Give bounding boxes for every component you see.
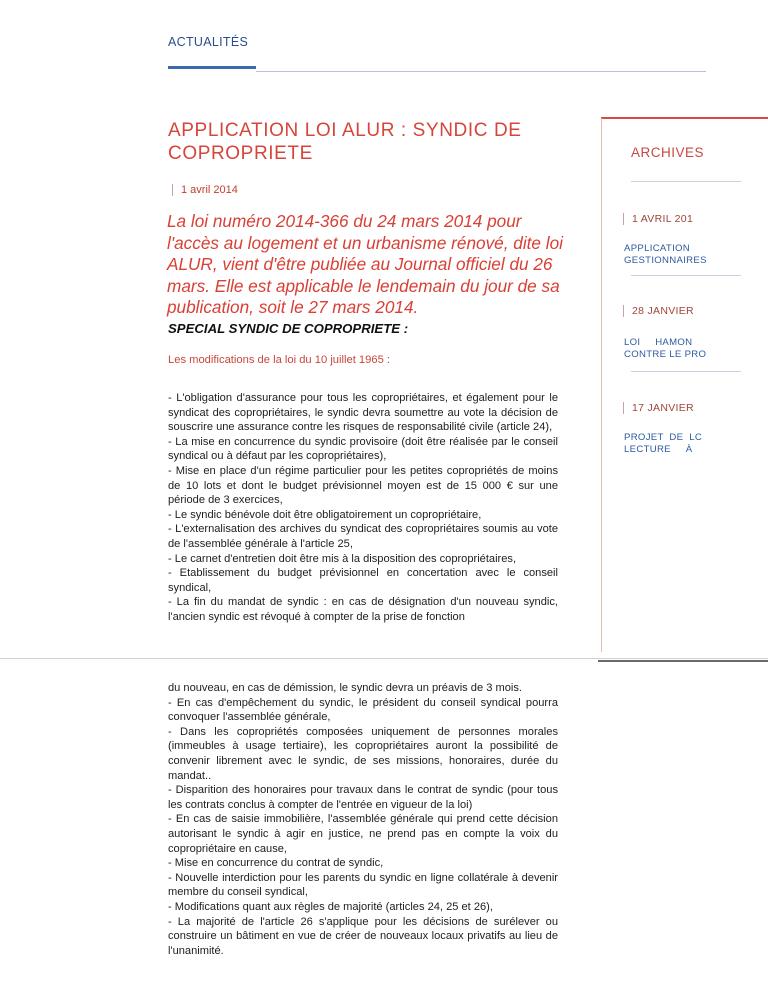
archive-divider [631, 371, 741, 372]
list-item: - Le carnet d'entretien doit être mis à la disposition des copropriétaires, [168, 552, 517, 565]
list-item: - Mise en place d'un régime particulier pour les petites copropriétés de moins de 10 lots et dont le budget prévisionnel moyen est de 15 000 € sur une période de 3 exercices, [168, 464, 558, 507]
article-lead: La loi numéro 2014-366 du 24 mars 2014 pour l'accès au logement et un urbanisme rénové, dite loi ALUR, vient d'être publiée au Journal officiel du 26 mars. Elle est applicable le lendemain du jour de sa publication, soit le 27 mars 2014. [167, 211, 563, 317]
list-item: du nouveau, en cas de démission, le syndic devra un préavis de 3 mois. [168, 682, 522, 694]
list-item: - La majorité de l'article 26 s'applique pour les décisions de surélever ou construire un bâtiment en vue de créer de nouveaux locaux privatifs au lieu de l'unanimité. [168, 915, 558, 957]
special-heading: SPECIAL SYNDIC DE COPROPRIETE : [168, 321, 409, 336]
list-item: - Mise en concurrence du contrat de syndic, [168, 857, 384, 870]
section-label[interactable]: ACTUALITÉS [168, 35, 249, 49]
archive-date: 17 JANVIER [623, 402, 694, 414]
archives-title: ARCHIVES [631, 145, 705, 160]
list-item: - La mise en concurrence du syndic provisoire (doit être réalisée par le conseil syndical ou à défaut par les copropriétaires), [168, 435, 558, 463]
archive-link[interactable]: PROJET DE LC LECTURE À [624, 432, 703, 455]
list-item: - En cas d'empêchement du syndic, le président du conseil syndical pourra convoquer l'assemblée générale, [168, 696, 558, 724]
archive-link[interactable]: APPLICATION GESTIONNAIRES [624, 243, 707, 266]
list-item: - Nouvelle interdiction pour les parents du syndic en ligne collatérale à devenir membre du conseil syndical, [168, 871, 558, 899]
archive-divider [631, 275, 741, 276]
header-divider [256, 71, 706, 72]
list-item: - Modifications quant aux règles de majorité (articles 24, 25 et 26), [168, 900, 493, 913]
list-item: - Dans les copropriétés composées uniquement de personnes morales (immeubles à usage tertiaire), les copropriétaires auront la possibilité de convenir librement avec le syndic, de ses missions, honoraires, durée du mandat.. [168, 725, 558, 782]
list-item: - L'obligation d'assurance pour tous les copropriétaires, et également pour le syndicat des copropriétaires, le syndic devra soumettre au vote la décision de souscrire une assurance contre les risques de responsabilité civile (article 24), [168, 392, 558, 434]
archive-date: 28 JANVIER [623, 305, 694, 317]
article-date: 1 avril 2014 [172, 184, 238, 196]
list-item: - L'externalisation des archives du syndicat des copropriétaires soumis au vote de l'assemblée générale à l'article 25, [168, 523, 558, 550]
archives-panel [601, 118, 768, 652]
archive-link[interactable]: LOI HAMON CONTRE LE PRO [624, 337, 707, 360]
list-item: - Disparition des honoraires pour travaux dans le contrat de syndic (pour tous les contrats conclus à compter de l'entrée en vigueur de la loi) [168, 784, 558, 811]
article-title: APPLICATION LOI ALUR : SYNDIC DE COPROPRIETE [168, 120, 522, 164]
list-item: - Le syndic bénévole doit être obligatoirement un copropriétaire, [168, 508, 482, 521]
modifications-subheading: Les modifications de la loi du 10 juillet 1965 : [168, 354, 391, 366]
archive-date: 1 AVRIL 201 [623, 213, 693, 225]
list-item: - En cas de saisie immobilière, l'assemblée générale qui prend cette décision autorisant le syndic à agir en justice, ne prend pas en compte la voix du copropriétaire en cause, [168, 813, 558, 855]
article-body-page1 [168, 391, 558, 645]
list-item: - La fin du mandat de syndic : en cas de désignation d'un nouveau syndic, l'ancien syndic est révoqué à compter de la prise de fonction [168, 596, 558, 623]
article-body-page2 [168, 681, 558, 958]
page-break-edge [598, 660, 768, 662]
list-item: - Etablissement du budget prévisionnel en concertation avec le conseil syndical, [168, 567, 558, 594]
section-underline [168, 66, 256, 69]
archives-divider [631, 181, 741, 182]
page-break [0, 658, 768, 659]
